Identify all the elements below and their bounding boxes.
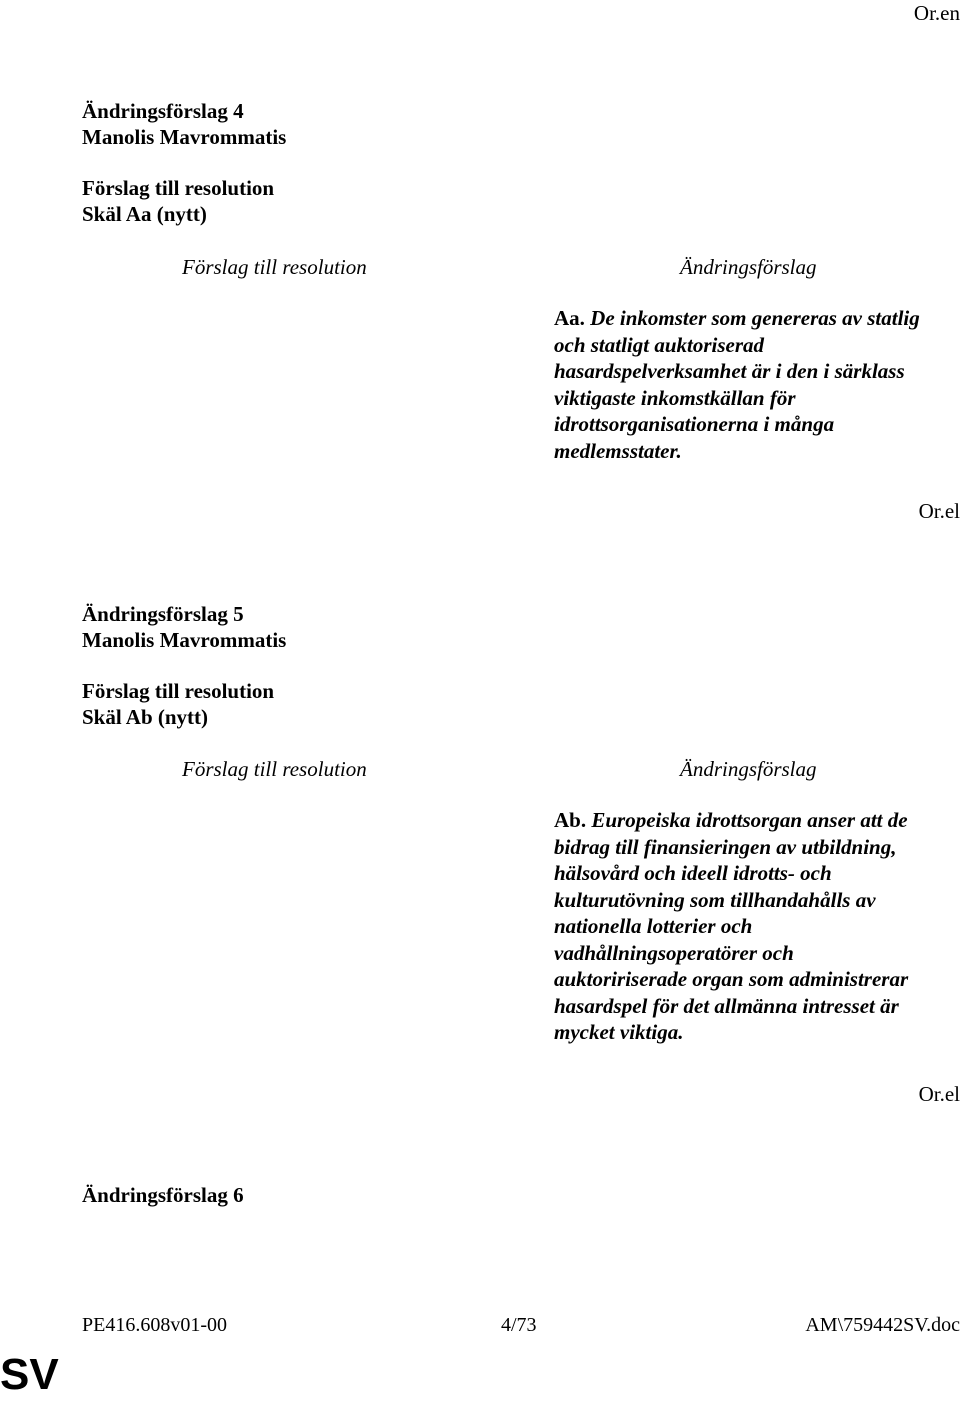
recital-prefix: Ab. (554, 808, 587, 832)
recital-prefix: Aa. (554, 306, 585, 330)
text-line-9: mycket viktiga. (554, 1020, 684, 1044)
amendment-heading-6 (82, 1182, 244, 1208)
amendment-author: Manolis Mavrommatis (82, 125, 287, 149)
text-line-3: hälsovård och ideell idrotts- och (554, 861, 832, 885)
original-language-top: Or.en (913, 1, 960, 25)
original-language: Or.el (918, 1082, 960, 1106)
amendment-title: Ändringsförslag (82, 602, 228, 626)
text-line-1: Aa. De inkomster som genereras av statlig (554, 306, 920, 330)
amendment-text (554, 807, 960, 1046)
amendment-number: 6 (233, 1183, 244, 1207)
text-line-5: nationella lotterier och (554, 914, 753, 938)
amendment-position: Skäl Ab (nytt) (82, 705, 209, 729)
language-code: SV (0, 1350, 59, 1399)
text-line-7: auktoririserade organ som administrerar (554, 967, 909, 991)
amendment-number: 5 (233, 602, 244, 626)
footer-reference: PE416.608v01-00 (82, 1314, 227, 1336)
amendment-position: Skäl Aa (nytt) (82, 202, 207, 226)
original-language: Or.el (918, 499, 960, 523)
text-line-4: kulturutövning som tillhandahålls av (554, 887, 876, 912)
amendment-number: 4 (233, 99, 244, 123)
footer-page-number: 4/73 (501, 1314, 537, 1336)
document-type: Förslag till resolution (82, 679, 275, 703)
text-line-6: vadhållningsoperatörer och (554, 940, 794, 965)
text-line-5: idrottsorganisationerna i många (554, 412, 835, 436)
document-type: Förslag till resolution (82, 176, 275, 200)
text-line-1: Ab. Europeiska idrottsorgan anser att de (554, 808, 908, 832)
amendment-heading-4 (82, 98, 244, 124)
column-heading-amendment: Ändringsförslag (680, 757, 817, 781)
footer-document-name: AM\759442SV.doc (805, 1314, 960, 1336)
text-line-4: viktigaste inkomstkällan för (554, 385, 796, 410)
text-line-6: medlemsstater. (554, 438, 682, 463)
text-line-8: hasardspel för det allmänna intresset är (554, 993, 899, 1018)
column-heading-proposal: Förslag till resolution (182, 757, 367, 781)
text-line-2: bidrag till finansieringen av utbildning, (554, 834, 897, 859)
column-heading-amendment: Ändringsförslag (680, 255, 817, 279)
text-line-2: och statligt auktoriserad (554, 332, 765, 357)
column-heading-proposal: Förslag till resolution (182, 255, 367, 279)
amendment-text (554, 305, 960, 464)
text-line-3: hasardspelverksamhet är i den i särklass (554, 359, 905, 383)
amendment-heading-5 (82, 601, 244, 627)
amendment-title: Ändringsförslag (82, 99, 228, 123)
amendment-title: Ändringsförslag (82, 1183, 228, 1207)
amendment-author: Manolis Mavrommatis (82, 628, 287, 652)
